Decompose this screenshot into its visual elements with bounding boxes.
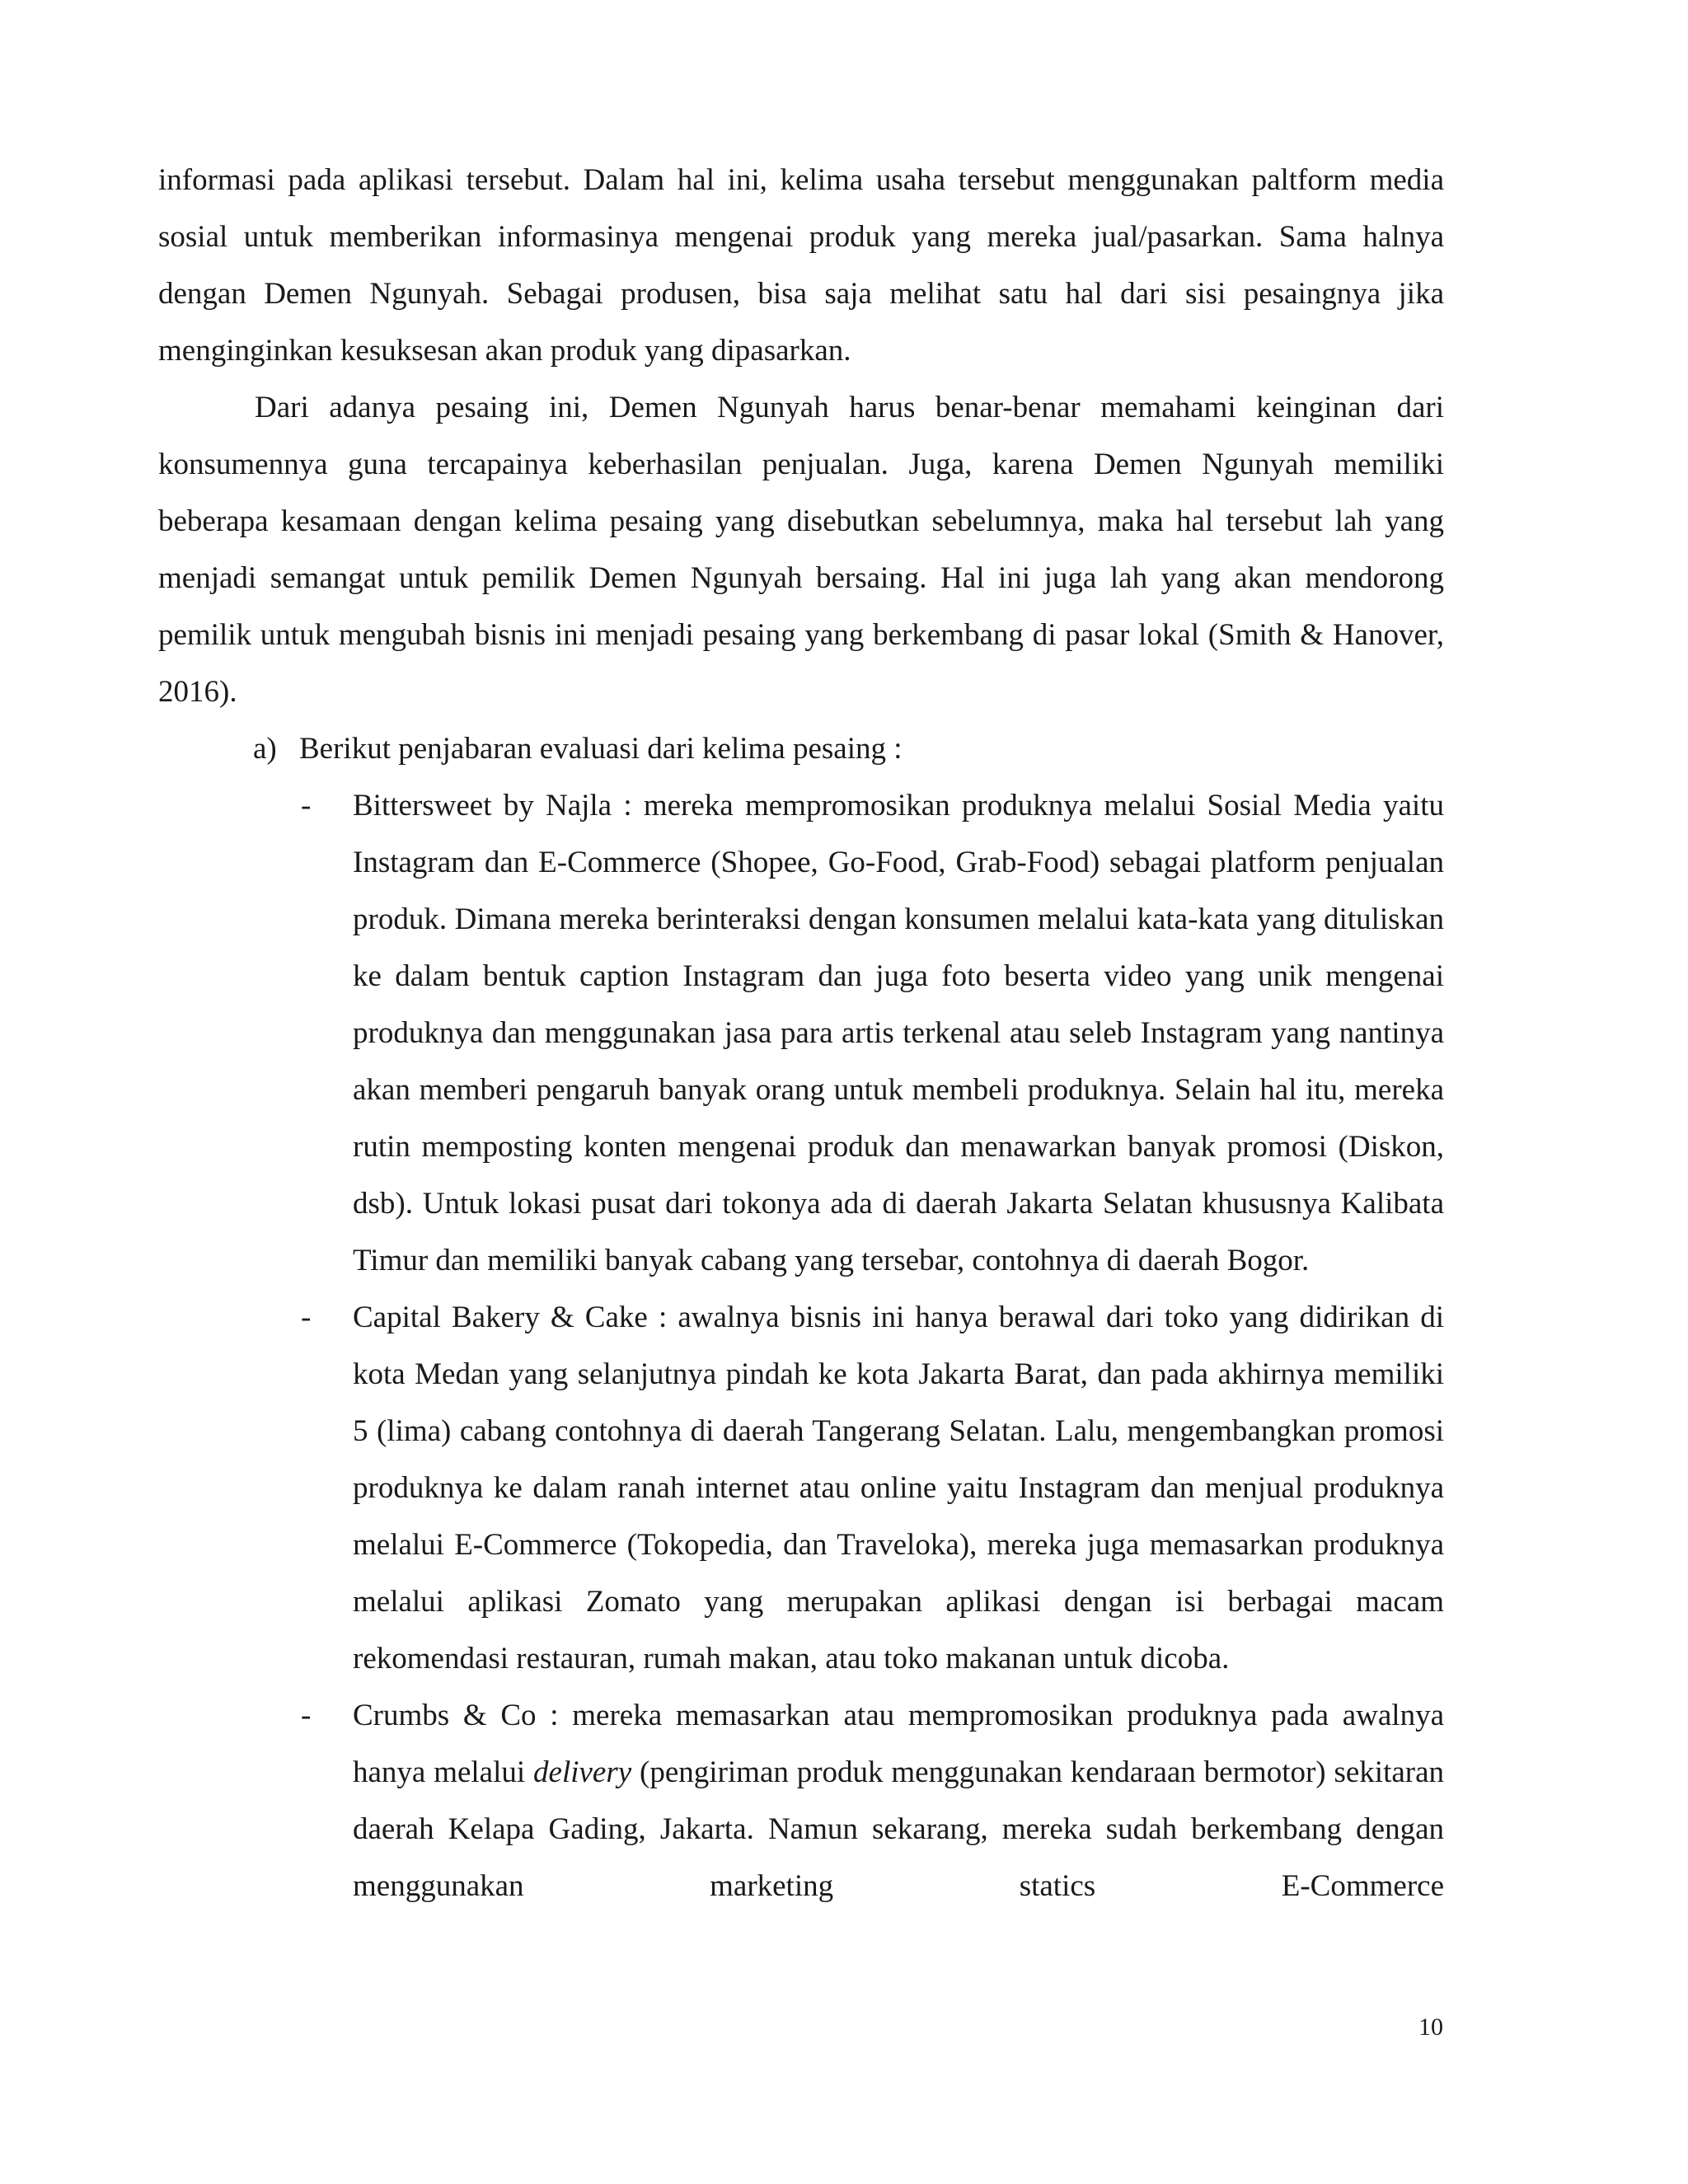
bullet-text-crumbs-after: (pengiriman produk menggunakan kendaraan bermotor) sekitaran daerah Kelapa Gading, Jakarta. Namun sekarang, mereka sudah berkembang dengan menggunakan marketing statics E-Commerce [353, 1755, 1445, 1903]
page-body [158, 152, 1444, 1915]
bullet-text-crumbs-italic: delivery [533, 1755, 632, 1789]
bullet-text-bittersweet: Bittersweet by Najla : mereka mempromosikan produknya melalui Sosial Media yaitu Instagram dan E-Commerce (Shopee, Go-Food, Grab-Food) sebagai platform penjualan produk. Dimana mereka berinteraksi dengan konsumen melalui kata-kata yang dituliskan ke dalam bentuk caption Instagram dan juga foto beserta video yang unik mengenai produknya dan menggunakan jasa para artis terkenal atau seleb Instagram yang nantinya akan memberi pengaruh banyak orang untuk membeli produknya. Selain hal itu, mereka rutin memposting konten mengenai produk dan menawarkan banyak promosi (Diskon, dsb). Untuk lokasi pusat dari tokonya ada di daerah Jakarta Selatan khususnya Kalibata Timur dan memiliki banyak cabang yang tersebar, contohnya di daerah Bogor. [353, 789, 1444, 1277]
bullet-text-capital-bakery: Capital Bakery & Cake : awalnya bisnis ini hanya berawal dari toko yang didirikan di kota Medan yang selanjutnya pindah ke kota Jakarta Barat, dan pada akhirnya memiliki 5 (lima) cabang contohnya di daerah Tangerang Selatan. Lalu, mengembangkan promosi produknya ke dalam ranah internet atau online yaitu Instagram dan menjual produknya melalui E-Commerce (Tokopedia, dan Traveloka), mereka juga memasarkan produknya melalui aplikasi Zomato yang merupakan aplikasi dengan isi berbagai macam rekomendasi restauran, rumah makan, atau toko makanan untuk dicoba. [353, 1301, 1444, 1675]
bullet-item-capital-bakery [301, 1289, 1444, 1687]
list-marker: a) [253, 732, 277, 766]
evaluation-list-heading [158, 720, 1444, 777]
bullet-dash: - [301, 1699, 312, 1732]
page-number: 10 [1418, 2013, 1443, 2041]
competitor-bullet-list [158, 777, 1444, 1915]
paragraph-continued: informasi pada aplikasi tersebut. Dalam hal ini, kelima usaha tersebut menggunakan paltform media sosial untuk memberikan informasinya mengenai produk yang mereka jual/pasarkan. Sama halnya dengan Demen Ngunyah. Sebagai produsen, bisa saja melihat satu hal dari sisi pesaingnya jika menginginkan kesuksesan akan produk yang dipasarkan. [158, 163, 1444, 368]
bullet-text-crumbs-before: Crumbs & Co : mereka memasarkan atau mempromosikan produknya pada awalnya hanya melalui [353, 1699, 1444, 1789]
bullet-item-crumbs-co [301, 1687, 1445, 1915]
bullet-item-bittersweet [301, 777, 1444, 1289]
bullet-dash: - [301, 789, 312, 823]
list-label: Berikut penjabaran evaluasi dari kelima pesaing : [299, 732, 903, 766]
paragraph-competitors: Dari adanya pesaing ini, Demen Ngunyah harus benar-benar memahami keinginan dari konsumennya guna tercapainya keberhasilan penjualan. Juga, karena Demen Ngunyah memiliki beberapa kesamaan dengan kelima pesaing yang disebutkan sebelumnya, maka hal tersebut lah yang menjadi semangat untuk pemilik Demen Ngunyah bersaing. Hal ini juga lah yang akan mendorong pemilik untuk mengubah bisnis ini menjadi pesaing yang berkembang di pasar lokal (Smith & Hanover, 2016). [158, 391, 1444, 709]
bullet-dash: - [301, 1301, 312, 1334]
